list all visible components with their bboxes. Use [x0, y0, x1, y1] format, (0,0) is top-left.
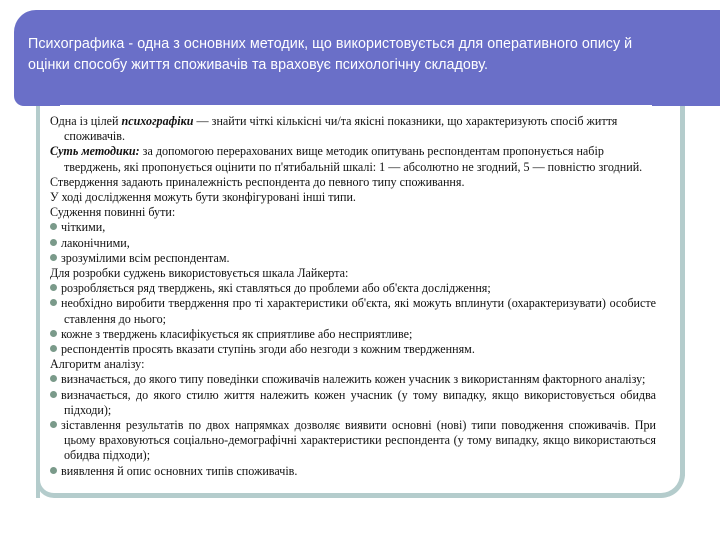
bullet-icon [50, 375, 57, 382]
list-item [50, 388, 656, 418]
paragraph-method [50, 144, 656, 174]
list-item-text: зіставлення результатів по двох напрямках дозволяє виявити основні (нові) типи поводження споживачів. При цьому враховуються соціально-демографічні характеристики респондента (у тому випадку, якщо використаються обидва підходи); [61, 418, 656, 463]
list-item [50, 342, 656, 357]
bullet-icon [50, 284, 57, 291]
title-underline [60, 105, 652, 107]
text: за допомогою перерахованих вище методик опитувань респондентам пропонується набір тверджень, які пропонується оцінити по п'ятибальній шкалі: 1 — абсолютно не згодний, 5 — повністю згодний. [64, 144, 643, 174]
list-item [50, 281, 656, 296]
bullet-icon [50, 299, 57, 306]
paragraph-types: У ході дослідження можуть бути зконфігуровані інші типи. [50, 190, 356, 205]
list-item-text: розробляється ряд тверджень, які ставляться до проблеми або об'єкта дослідження; [61, 281, 491, 296]
list-item-text: виявлення й опис основних типів споживачів. [61, 463, 298, 478]
bullet-icon [50, 239, 57, 246]
bullet-icon [50, 421, 57, 428]
list-item [50, 372, 656, 387]
list-item-text: необхідно виробити твердження про ті характеристики об'єкта, які можуть вплинути (охарактеризувати) особисте ставлення до нього; [61, 296, 656, 326]
paragraph-goal [50, 114, 656, 144]
frame-left-border [36, 106, 40, 498]
list-item [50, 464, 656, 479]
term-method: Суть методики: [50, 144, 140, 159]
paragraph-statements: Ствердження задають приналежність респондента до певного типу споживання. [50, 174, 465, 189]
list-item-text: лаконічними, [61, 235, 130, 250]
paragraph-likert: Для розробки суджень використовується шкала Лайкерта: [50, 266, 349, 281]
bullet-icon [50, 467, 57, 474]
list-item [50, 418, 656, 464]
bullet-icon [50, 254, 57, 261]
list-item [50, 327, 656, 342]
paragraph-algorithm: Алгоритм аналізу: [50, 357, 145, 372]
bullet-icon [50, 330, 57, 337]
bullet-icon [50, 391, 57, 398]
list-item-text: кожне з тверджень класифікується як сприятливе або несприятливе; [61, 326, 413, 341]
list-item [50, 296, 656, 326]
list-item-text: зрозумілими всім респондентам. [61, 250, 230, 265]
list-item-text: чіткими, [61, 220, 106, 235]
list-item-text: респондентів просять вказати ступінь згоди або незгоди з кожним твердженням. [61, 342, 475, 357]
term-psychographics: психографіки [121, 114, 194, 128]
slide-title: Психографика - одна з основних методик, що використовується для оперативного опису й оцінки способу життя споживачів та враховує психологічну складову. [28, 36, 633, 73]
frame-right-border [680, 106, 685, 476]
slide-body [50, 114, 656, 479]
bullet-icon [50, 345, 57, 352]
list-item-text: визначається, до якого стилю життя належить кожен учасник (у тому випадку, якщо використовується обидва підходи); [61, 387, 656, 417]
title-banner [14, 10, 720, 106]
list-item [50, 251, 656, 266]
list-item-text: визначається, до якого типу поведінки споживачів належить кожен учасник з використанням факторного аналізу; [61, 372, 646, 387]
text: Одна із цілей [50, 114, 122, 128]
list-item [50, 236, 656, 251]
bullet-icon [50, 223, 57, 230]
list-item [50, 220, 656, 235]
text: — знайти чіткі кількісні чи/та якісні показники, що характеризують спосіб життя споживачів. [64, 114, 618, 144]
paragraph-judgments: Судження повинні бути: [50, 205, 176, 220]
